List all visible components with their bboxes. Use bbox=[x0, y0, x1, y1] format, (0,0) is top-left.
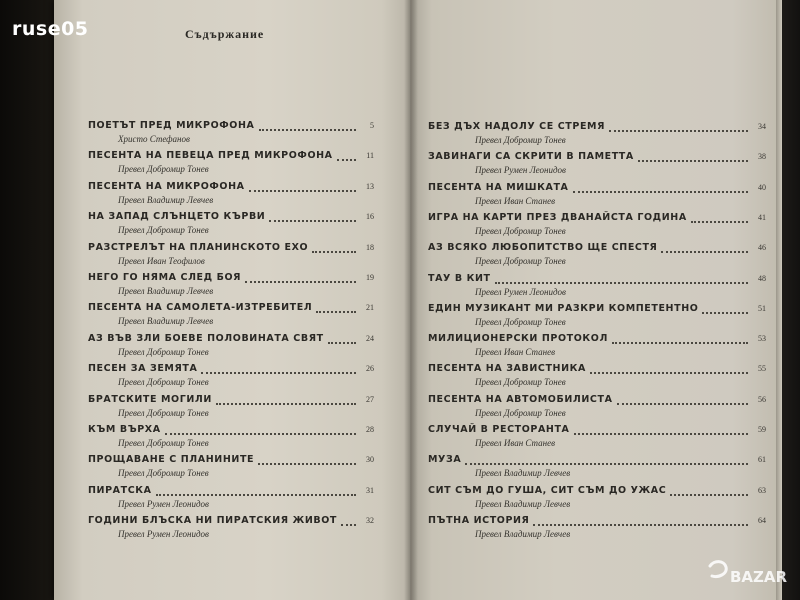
toc-entry bbox=[428, 515, 766, 543]
toc-entry bbox=[88, 302, 374, 330]
toc-entry bbox=[428, 151, 766, 179]
entry-translator: Превел Румен Леонидов bbox=[475, 286, 566, 297]
toc-entry bbox=[88, 515, 374, 543]
entry-translator: Превел Добромир Тонев bbox=[118, 468, 209, 479]
toc-entry bbox=[428, 454, 766, 482]
dot-leader bbox=[245, 277, 356, 283]
dot-leader bbox=[312, 247, 356, 253]
entry-translator: Превел Владимир Левчев bbox=[118, 316, 214, 327]
toc-entry bbox=[428, 242, 766, 270]
dot-leader bbox=[495, 278, 748, 284]
bazar-logo bbox=[704, 558, 790, 590]
toc-entry bbox=[428, 485, 766, 513]
dot-leader bbox=[341, 520, 356, 526]
entry-title: АЗ ВЪВ ЗЛИ БОЕВЕ ПОЛОВИНАТА СВЯТ bbox=[88, 332, 324, 344]
toc-entry bbox=[88, 485, 374, 513]
entry-title: ПЕСЕНТА НА ПЕВЕЦА ПРЕД МИКРОФОНА bbox=[88, 150, 333, 162]
toc-entry bbox=[428, 333, 766, 361]
toc-entry bbox=[88, 424, 374, 452]
entry-page-number: 34 bbox=[758, 122, 766, 131]
toc-entry bbox=[88, 454, 374, 482]
entry-page-number: 5 bbox=[370, 121, 374, 130]
entry-title: ЗАВИНАГИ СА СКРИТИ В ПАМЕТТА bbox=[428, 151, 634, 163]
entry-translator: Превел Добромир Тонев bbox=[118, 377, 209, 388]
dot-leader bbox=[316, 307, 356, 313]
toc-entry bbox=[88, 242, 374, 270]
entry-translator: Превел Добромир Тонев bbox=[475, 256, 566, 267]
dot-leader bbox=[612, 338, 748, 344]
entry-translator: Превел Добромир Тонев bbox=[475, 135, 566, 145]
entry-title: ИГРА НА КАРТИ ПРЕЗ ДВАНАЙСТА ГОДИНА bbox=[428, 211, 687, 223]
entry-title: ПЪТНА ИСТОРИЯ bbox=[428, 514, 530, 526]
entry-title: НА ЗАПАД СЛЪНЦЕТО КЪРВИ bbox=[88, 211, 266, 223]
entry-translator: Превел Иван Станев bbox=[475, 195, 556, 206]
toc-entry bbox=[88, 272, 374, 300]
entry-translator: Превел Румен Леонидов bbox=[118, 498, 209, 509]
entry-translator: Превел Добромир Тонев bbox=[475, 407, 566, 418]
dot-leader bbox=[661, 247, 748, 253]
entry-translator: Превел Владимир Левчев bbox=[475, 498, 571, 509]
entry-title: ПЕСЕН ЗА ЗЕМЯТА bbox=[88, 363, 198, 375]
dot-leader bbox=[328, 338, 356, 344]
entry-translator: Превел Добромир Тонев bbox=[475, 225, 566, 236]
entry-title: ЕДИН МУЗИКАНТ МИ РАЗКРИ КОМПЕТЕНТНО bbox=[428, 302, 699, 314]
logo-text: BAZAR bbox=[730, 568, 788, 586]
entry-translator: Превел Добромир Тонев bbox=[118, 225, 209, 236]
entry-title: ПРОЩАВАНЕ С ПЛАНИНИТЕ bbox=[88, 454, 255, 466]
toc-entry bbox=[88, 333, 374, 361]
entry-translator: Превел Румен Леонидов bbox=[475, 165, 566, 176]
dot-leader bbox=[702, 308, 748, 314]
entry-translator: Превел Владимир Левчев bbox=[475, 468, 571, 479]
dot-leader bbox=[638, 156, 748, 162]
entry-title: МУЗА bbox=[428, 454, 462, 466]
dot-leader bbox=[617, 399, 748, 405]
toc-entry bbox=[428, 273, 766, 301]
toc-entry bbox=[428, 212, 766, 240]
entry-title: АЗ ВСЯКО ЛЮБОПИТСТВО ЩЕ СПЕСТЯ bbox=[428, 242, 658, 254]
entry-translator: Превел Иван Теофилов bbox=[118, 255, 205, 266]
dot-leader bbox=[165, 429, 356, 435]
dot-leader bbox=[216, 399, 356, 405]
entry-page-number: 19 bbox=[366, 273, 374, 282]
entry-title: ПЕСЕНТА НА САМОЛЕТА-ИЗТРЕБИТЕЛ bbox=[88, 302, 313, 314]
dot-leader bbox=[691, 217, 748, 223]
background-left bbox=[0, 0, 60, 600]
entry-translator: Превел Добромир Тонев bbox=[118, 407, 209, 418]
dot-leader bbox=[533, 520, 748, 526]
entry-title: РАЗСТРЕЛЪТ НА ПЛАНИНСКОТО ЕХО bbox=[88, 241, 309, 253]
toc-entry bbox=[88, 150, 374, 178]
entry-title: КЪМ ВЪРХА bbox=[88, 424, 161, 435]
page-edge bbox=[776, 0, 782, 600]
entry-title: ПОЕТЪТ ПРЕД МИКРОФОНА bbox=[88, 120, 255, 131]
toc-entry bbox=[428, 303, 766, 331]
toc-entry bbox=[428, 121, 766, 149]
entry-page-number: 38 bbox=[758, 152, 766, 162]
entry-page-number: 28 bbox=[366, 425, 374, 434]
entry-page-number: 56 bbox=[758, 394, 766, 404]
toc-entry bbox=[88, 394, 374, 422]
entry-translator: Превел Владимир Левчев bbox=[118, 286, 214, 296]
toc-entry bbox=[88, 211, 374, 239]
entry-translator: Превел Добромир Тонев bbox=[118, 346, 209, 357]
dot-leader bbox=[249, 186, 356, 192]
entry-translator: Превел Владимир Левчев bbox=[475, 528, 571, 539]
dot-leader bbox=[156, 490, 356, 496]
contents-heading: Съдържание bbox=[185, 27, 265, 41]
entry-page-number: 24 bbox=[366, 333, 374, 343]
entry-page-number: 31 bbox=[366, 485, 374, 495]
toc-entry bbox=[428, 424, 766, 452]
entry-page-number: 53 bbox=[758, 334, 766, 344]
book-gutter bbox=[404, 0, 418, 600]
entry-translator: Христо Стефанов bbox=[118, 134, 190, 144]
entry-page-number: 13 bbox=[366, 181, 374, 191]
entry-page-number: 55 bbox=[758, 364, 766, 374]
entry-translator: Превел Добромир Тонев bbox=[118, 438, 209, 448]
entry-page-number: 61 bbox=[758, 455, 766, 465]
entry-page-number: 26 bbox=[366, 364, 374, 374]
entry-page-number: 63 bbox=[758, 485, 766, 495]
entry-translator: Превел Румен Леонидов bbox=[118, 529, 209, 540]
entry-title: СЛУЧАЙ В РЕСТОРАНТА bbox=[428, 424, 570, 435]
entry-title: ГОДИНИ БЛЪСКА НИ ПИРАТСКИЯ ЖИВОТ bbox=[88, 515, 337, 527]
entry-title: ПЕСЕНТА НА МИШКАТА bbox=[428, 181, 569, 193]
entry-page-number: 11 bbox=[366, 151, 374, 161]
toc-entry bbox=[88, 120, 374, 148]
entry-page-number: 16 bbox=[366, 212, 374, 222]
entry-title: МИЛИЦИОНЕРСКИ ПРОТОКОЛ bbox=[428, 333, 608, 345]
dot-leader bbox=[259, 125, 357, 131]
entry-title: ТАУ В КИТ bbox=[428, 272, 491, 284]
entry-page-number: 40 bbox=[758, 182, 766, 192]
entry-translator: Превел Добромир Тонев bbox=[475, 377, 566, 388]
entry-page-number: 59 bbox=[758, 425, 766, 434]
entry-page-number: 18 bbox=[366, 242, 374, 252]
entry-page-number: 46 bbox=[758, 243, 766, 253]
entry-page-number: 27 bbox=[366, 394, 374, 404]
entry-translator: Превел Иван Станев bbox=[475, 438, 556, 448]
dot-leader bbox=[465, 459, 748, 465]
entry-title: БРАТСКИТЕ МОГИЛИ bbox=[88, 393, 212, 405]
dot-leader bbox=[269, 216, 356, 222]
toc-entry bbox=[428, 394, 766, 422]
entry-page-number: 64 bbox=[758, 515, 766, 525]
entry-page-number: 48 bbox=[758, 273, 766, 283]
dot-leader bbox=[337, 155, 356, 161]
toc-entry bbox=[428, 363, 766, 391]
entry-page-number: 30 bbox=[366, 455, 374, 465]
entry-title: ПИРАТСКА bbox=[88, 484, 152, 496]
dot-leader bbox=[574, 429, 748, 435]
entry-page-number: 21 bbox=[366, 303, 374, 313]
entry-page-number: 51 bbox=[758, 303, 766, 313]
dot-leader bbox=[258, 459, 356, 465]
toc-entry bbox=[428, 182, 766, 210]
entry-title: ПЕСЕНТА НА ЗАВИСТНИКА bbox=[428, 363, 586, 375]
entry-page-number: 41 bbox=[758, 212, 766, 222]
dot-leader bbox=[573, 187, 749, 193]
entry-title: СИТ СЪМ ДО ГУША, СИТ СЪМ ДО УЖАС bbox=[428, 484, 667, 496]
entry-title: ПЕСЕНТА НА МИКРОФОНА bbox=[88, 180, 245, 192]
dot-leader bbox=[590, 368, 748, 374]
entry-title: БЕЗ ДЪХ НАДОЛУ СЕ СТРЕМЯ bbox=[428, 121, 606, 132]
dot-leader bbox=[609, 126, 748, 132]
entry-page-number: 32 bbox=[366, 516, 374, 526]
watermark-text: ruse05 bbox=[12, 18, 89, 40]
toc-entry bbox=[88, 181, 374, 209]
entry-title: НЕГО ГО НЯМА СЛЕД БОЯ bbox=[88, 272, 242, 283]
entry-title: ПЕСЕНТА НА АВТОМОБИЛИСТА bbox=[428, 393, 613, 405]
entry-translator: Превел Иван Станев bbox=[475, 347, 556, 358]
dot-leader bbox=[201, 368, 356, 374]
dot-leader bbox=[670, 490, 748, 496]
entry-translator: Превел Добромир Тонев bbox=[118, 164, 209, 175]
entry-translator: Превел Добромир Тонев bbox=[475, 316, 566, 327]
entry-translator: Превел Владимир Левчев bbox=[118, 194, 214, 205]
toc-entry bbox=[88, 363, 374, 391]
